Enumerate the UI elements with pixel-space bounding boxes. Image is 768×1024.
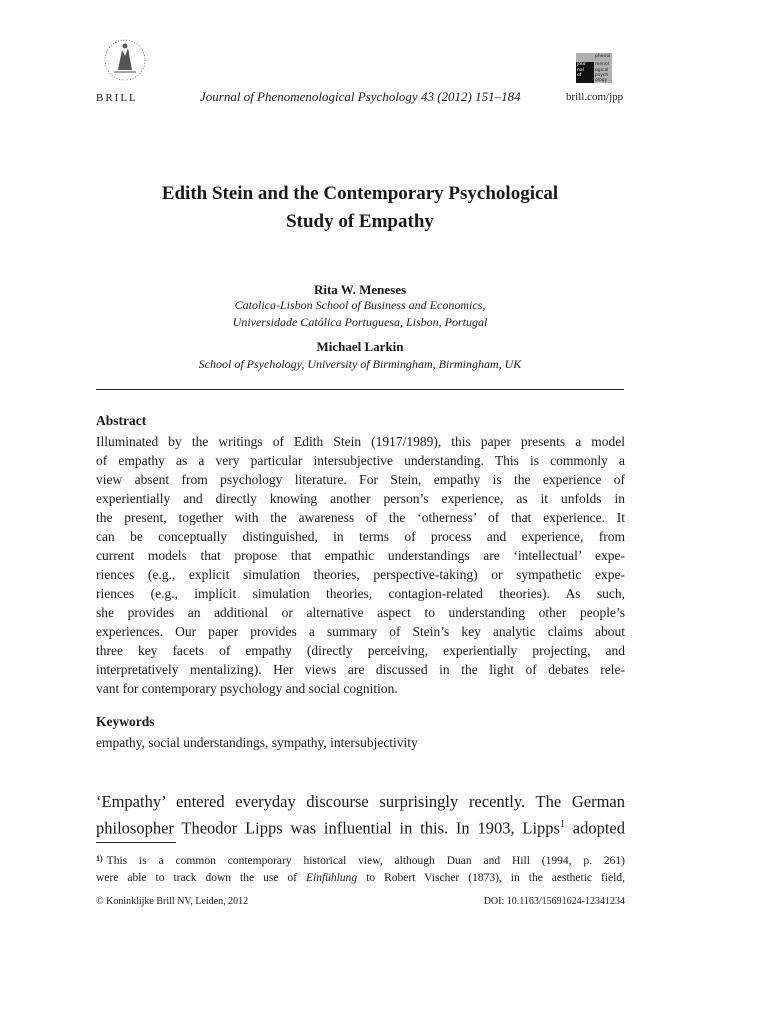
- title-divider: [96, 389, 624, 390]
- title-line: Edith Stein and the Contemporary Psychological: [161, 183, 559, 204]
- brill-logo-icon: [100, 36, 150, 96]
- body-text: ‘Empathy’ entered everyday discourse surprisingly recently. The German philosopher Theodor Lipps was influential in this. In 1903, Lipps$^1$ adopted: [96, 792, 625, 838]
- author-affiliation: Catolica-Lisbon School of Business and Economics, Universidade Católica Portuguesa, Lisbon, Portugal: [232, 298, 488, 329]
- footnote: $^{1)}$ This is a common contemporary historical view, although Duan and Hill (1994, p. 261) were able to track down the use of Einfühlung to Robert Vischer (1873), in the aesthetic field,: [96, 854, 625, 884]
- author-name: Rita W. Meneses: [313, 282, 407, 297]
- abstract-heading: Abstract: [96, 413, 147, 428]
- keywords-text: empathy, social understandings, sympathy, intersubjectivity: [96, 735, 418, 750]
- copyright-notice: © Koninklijke Brill NV, Leiden, 2012: [96, 896, 249, 907]
- title-line: Study of Empathy: [286, 211, 434, 232]
- journal-url[interactable]: brill.com/jpp: [566, 91, 624, 103]
- footnote-marker: 1): [96, 854, 103, 863]
- author-name: Michael Larkin: [316, 339, 404, 354]
- keywords-heading: Keywords: [96, 714, 155, 729]
- doi[interactable]: DOI: 10.1163/15691624-12341234: [483, 896, 625, 907]
- abstract-text: Illuminated by the writings of Edith Stein (1917/1989), this paper presents a model of empathy as a very particular intersubjective understanding. This is commonly a view absent from psychology literature. For Stein, empathy is the experience of experientially and directly knowing another person’s experience, as it unfolds in the present, together with the awareness of the ‘otherness’ of that experience. It can be conceptually distinguished, in terms of process and experience, from current models that propose that empathic understandings are ‘intellectual’ expe- riences (e.g., explicit simulation theories, perspective-taking) or sympathetic expe- riences (e.g., implicit simulation theories, contagion-related theories). As such, she provides an additional or alternative aspect to understanding other people’s experiences. Our paper provides a summary of Stein’s key analytic claims about three key facets of empathy (directly perceiving, experientially projecting, and interpretatively mentalizing). Her views are discussed in the light of debates rele- vant for contemporary psychology and social cognition.: [96, 434, 625, 696]
- publisher-name: BRILL: [96, 92, 138, 104]
- paper-title: [96, 180, 624, 236]
- footnote-reference[interactable]: 1: [559, 819, 565, 830]
- footnote-divider: [96, 842, 176, 843]
- jpp-logo-icon: phenol jour menol nal ogical of psych ology: [577, 54, 611, 83]
- author-affiliation: School of Psychology, University of Birmingham, Birmingham, UK: [198, 357, 522, 371]
- journal-citation: Journal of Phenomenological Psychology 43 (2012) 151–184: [200, 89, 521, 104]
